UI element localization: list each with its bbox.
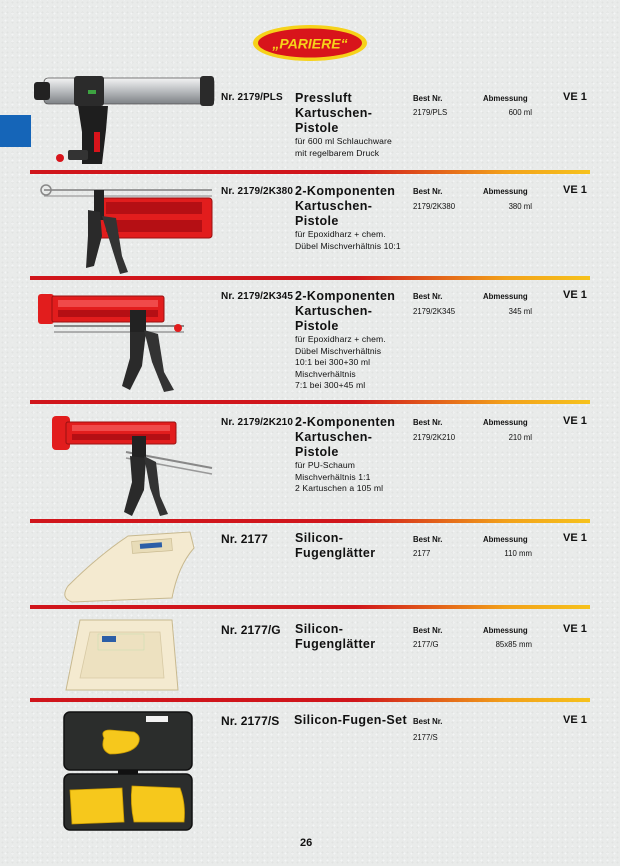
abmessung-header: Abmessung [483, 94, 528, 103]
title-line: 2-Komponenten [295, 289, 396, 303]
description-line: Mischverhältnis [295, 368, 356, 379]
2k380-gun-image [36, 176, 220, 276]
page-number: 26 [300, 837, 313, 849]
abmessung-value: 600 ml [508, 108, 532, 117]
ve-label: VE 1 [563, 184, 587, 196]
article-number: Nr. 2179/2K210 [221, 417, 294, 428]
article-number: Nr. 2179/2K380 [221, 186, 294, 197]
product-title [295, 531, 376, 561]
description-line: für 600 ml Schlauchware [295, 136, 392, 146]
title-line: Kartuschen- [295, 106, 373, 120]
divider [30, 276, 590, 280]
best-nr-value: 2177 [413, 549, 431, 558]
2k210-gun-image [46, 408, 218, 518]
article-number: Nr. 2177/G [221, 623, 281, 637]
title-line: 2-Komponenten [295, 415, 396, 429]
title-line: Silicon- [295, 531, 344, 545]
divider [30, 698, 590, 702]
description-line: 10:1 bei 300+30 ml [295, 357, 371, 367]
title-line: Fugenglätter [295, 546, 376, 560]
title-line: Pistole [295, 121, 339, 135]
title-line: Kartuschen- [295, 304, 373, 318]
article-number: Nr. 2179/PLS [221, 92, 283, 103]
abmessung-header: Abmessung [483, 626, 528, 635]
ve-label: VE 1 [563, 623, 587, 635]
description-line: 7:1 bei 300+45 ml [295, 380, 366, 390]
article-number: Nr. 2177 [221, 532, 268, 546]
fugenglaetter-image [58, 526, 198, 604]
description-line: für Epoxidharz + chem. [295, 229, 386, 239]
product-title [295, 289, 395, 392]
best-nr-header: Best Nr. [413, 187, 443, 196]
best-nr-header: Best Nr. [413, 292, 443, 301]
title-line: Silicon-Fugen-Set [294, 713, 408, 727]
description-line: für PU-Schaum [295, 460, 356, 470]
abmessung-header: Abmessung [483, 187, 528, 196]
product-title [295, 184, 401, 252]
best-nr-value: 2179/2K345 [413, 307, 456, 316]
ve-label: VE 1 [563, 289, 587, 301]
title-line: Pistole [295, 445, 339, 459]
abmessung-value: 210 ml [508, 433, 532, 442]
best-nr-header: Best Nr. [413, 94, 443, 103]
title-line: Pressluft [295, 91, 353, 105]
title-line: Kartuschen- [295, 430, 373, 444]
best-nr-header: Best Nr. [413, 717, 443, 726]
product-title [295, 415, 395, 495]
ve-label: VE 1 [563, 532, 587, 544]
description-line: für Epoxidharz + chem. [295, 334, 386, 344]
2k345-gun-image [34, 286, 222, 396]
best-nr-header: Best Nr. [413, 626, 443, 635]
title-line: Fugenglätter [295, 637, 376, 651]
ve-label: VE 1 [563, 91, 587, 103]
ve-label: VE 1 [563, 415, 587, 427]
abmessung-header: Abmessung [483, 535, 528, 544]
description-line: Dübel Mischverhältnis 10:1 [295, 240, 401, 251]
description-line: Dübel Mischverhältnis [295, 345, 382, 356]
fugenglaetter-g-image [60, 612, 184, 698]
best-nr-value: 2179/2K380 [413, 202, 456, 211]
logo-text: „PARIERE“ [272, 35, 348, 52]
product-title [295, 91, 392, 159]
article-number: Nr. 2177/S [221, 714, 280, 728]
divider [30, 400, 590, 404]
description-line: 2 Kartuschen a 105 ml [295, 483, 384, 493]
abmessung-value: 85x85 mm [495, 640, 532, 649]
best-nr-value: 2177/S [413, 733, 438, 742]
abmessung-value: 110 mm [504, 549, 532, 558]
product-title [295, 622, 376, 652]
best-nr-value: 2179/PLS [413, 108, 448, 117]
product-title [294, 713, 407, 728]
description-line: Mischverhältnis 1:1 [295, 471, 371, 482]
article-number: Nr. 2179/2K345 [221, 291, 294, 302]
title-line: 2-Komponenten [295, 184, 396, 198]
best-nr-value: 2179/2K210 [413, 433, 456, 442]
abmessung-header: Abmessung [483, 292, 528, 301]
best-nr-header: Best Nr. [413, 418, 443, 427]
ve-label: VE 1 [563, 714, 587, 726]
blue-side-tab [0, 115, 31, 147]
abmessung-value: 380 ml [508, 202, 532, 211]
abmessung-value: 345 ml [508, 307, 532, 316]
divider [30, 605, 590, 609]
divider [30, 519, 590, 523]
pariere-logo [252, 24, 368, 62]
description-line: mit regelbarem Druck [295, 147, 380, 158]
title-line: Silicon- [295, 622, 344, 636]
silicon-set-case-image [60, 708, 196, 832]
title-line: Pistole [295, 319, 339, 333]
title-line: Pistole [295, 214, 339, 228]
best-nr-header: Best Nr. [413, 535, 443, 544]
best-nr-value: 2177/G [413, 640, 439, 649]
title-line: Kartuschen- [295, 199, 373, 213]
abmessung-header: Abmessung [483, 418, 528, 427]
pressluft-gun-image [30, 72, 220, 172]
